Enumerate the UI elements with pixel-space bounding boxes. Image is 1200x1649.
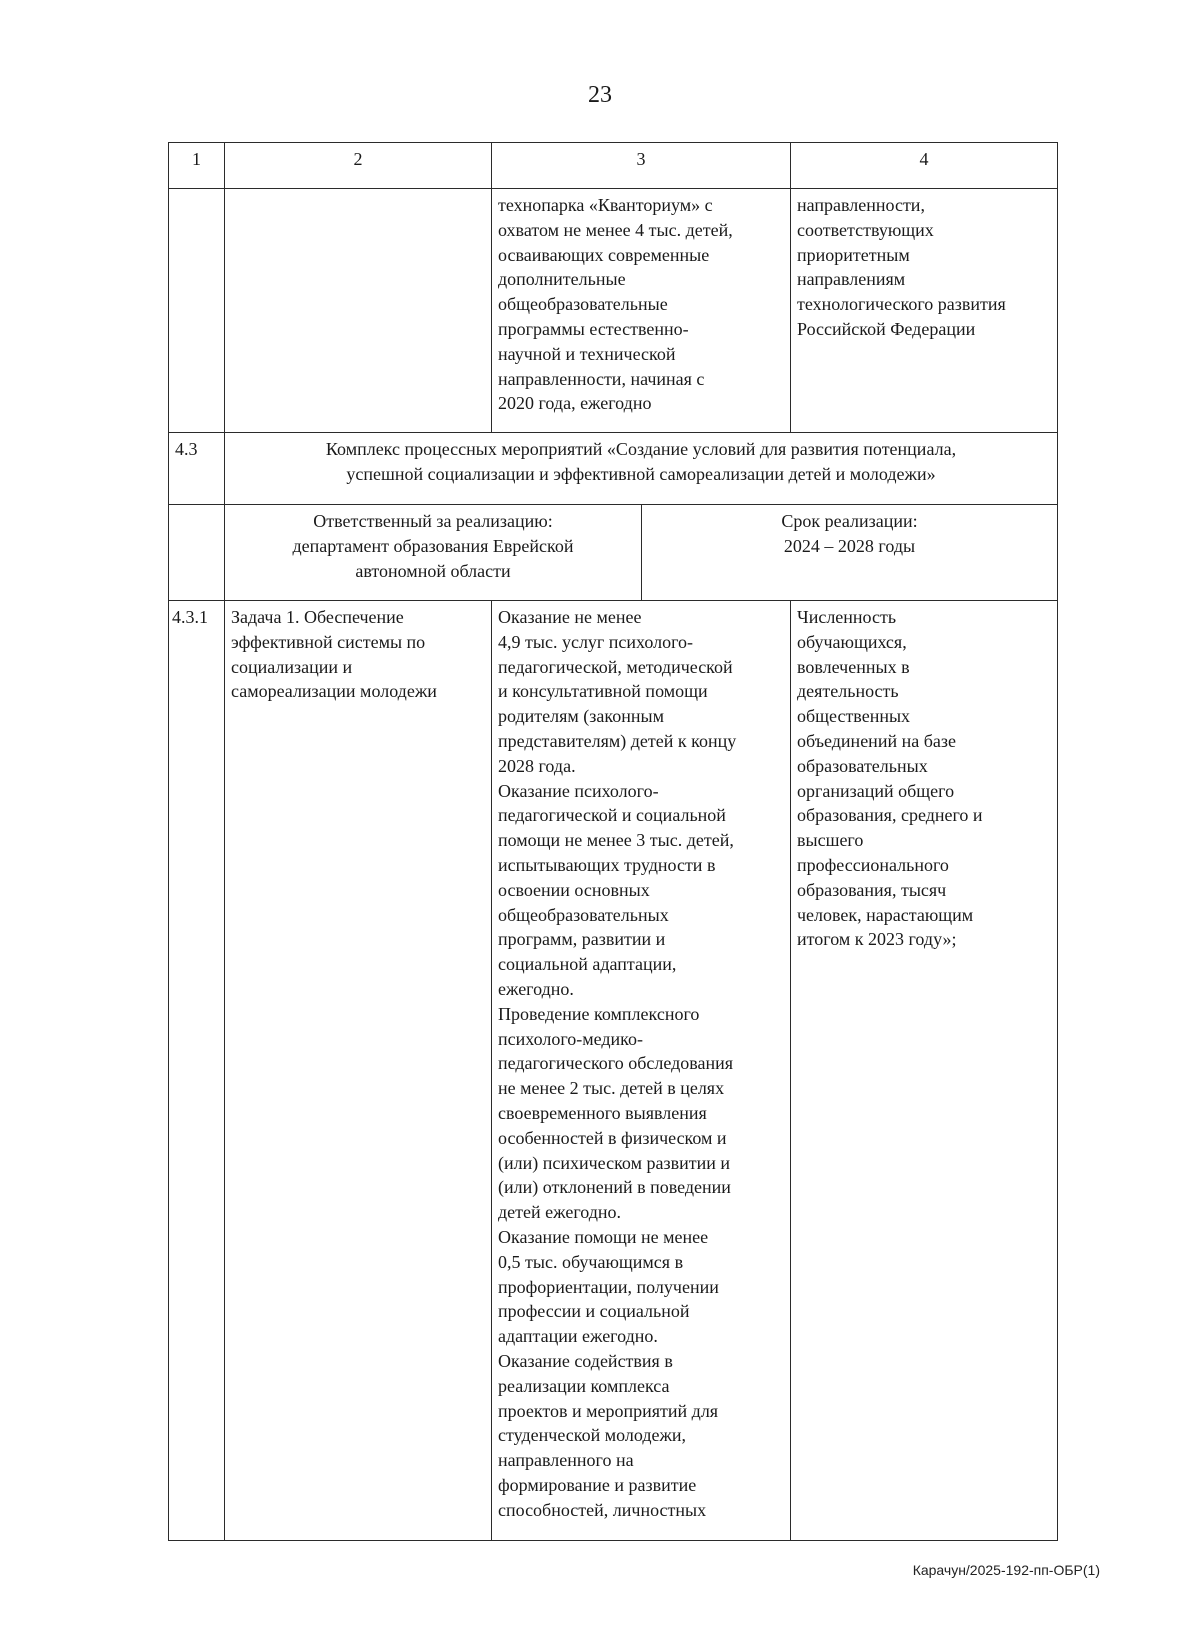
program-table bbox=[168, 142, 1058, 1541]
table-row-task bbox=[169, 601, 1058, 1541]
complex-title: Комплекс процессных мероприятий «Создание условий для развития потенциала, успешной социализации и эффективной самореализации детей и молодежи» bbox=[225, 433, 1058, 505]
complex-number: 4.3 bbox=[169, 433, 225, 505]
column-header-4: 4 bbox=[791, 143, 1058, 189]
cell-col3: технопарка «Кванториум» с охватом не менее 4 тыс. детей, осваивающих современные дополнительные общеобразовательные программы естественно- научной и технической направленности, начиная с 2020 года, ежегодно bbox=[492, 189, 791, 433]
column-header-2: 2 bbox=[225, 143, 492, 189]
responsible-cell: Ответственный за реализацию: департамент образования Еврейской автономной области bbox=[225, 505, 642, 601]
period-cell: Срок реализации: 2024 – 2028 годы bbox=[642, 505, 1058, 601]
task-name: Задача 1. Обеспечение эффективной системы по социализации и самореализации молодежи bbox=[225, 601, 492, 1541]
table-row-complex bbox=[169, 433, 1058, 505]
page-number: 23 bbox=[588, 82, 612, 108]
task-number: 4.3.1 bbox=[169, 601, 225, 1541]
document-footer-code: Карачун/2025-192-пп-ОБР(1) bbox=[912, 1562, 1100, 1578]
column-header-1: 1 bbox=[169, 143, 225, 189]
column-header-3: 3 bbox=[492, 143, 791, 189]
cell-col1 bbox=[169, 189, 225, 433]
task-indicator: Численность обучающихся, вовлеченных в деятельность общественных объединений на базе образовательных организаций общего образования, среднего и высшего профессионального образования, тысяч человек, нарастающим итогом к 2023 году»; bbox=[791, 601, 1058, 1541]
cell-col4: направленности, соответствующих приоритетным направлениям технологического развития Российской Федерации bbox=[791, 189, 1058, 433]
table-row-continuation bbox=[169, 189, 1058, 433]
task-effects: Оказание не менее 4,9 тыс. услуг психолого- педагогической, методической и консультативной помощи родителям (законным представителям) детей к концу 2028 года. Оказание психолого- педагогической и социальной помощи не менее 3 тыс. детей, испытывающих трудности в освоении основных общеобразовательных программ, развитии и социальной адаптации, ежегодно. Проведение комплексного психолого-медико- педагогического обследования не менее 2 тыс. детей в целях своевременного выявления особенностей в физическом и (или) психическом развитии и (или) отклонений в поведении детей ежегодно. Оказание помощи не менее 0,5 тыс. обучающимся в профориентации, получении профессии и социальной адаптации ежегодно. Оказание содействия в реализации комплекса проектов и мероприятий для студенческой молодежи, направленного на формирование и развитие способностей, личностных bbox=[492, 601, 791, 1541]
cell-col2 bbox=[225, 189, 492, 433]
table-row-responsible bbox=[169, 505, 1058, 601]
cell-empty bbox=[169, 505, 225, 601]
column-header-row bbox=[169, 143, 1058, 189]
